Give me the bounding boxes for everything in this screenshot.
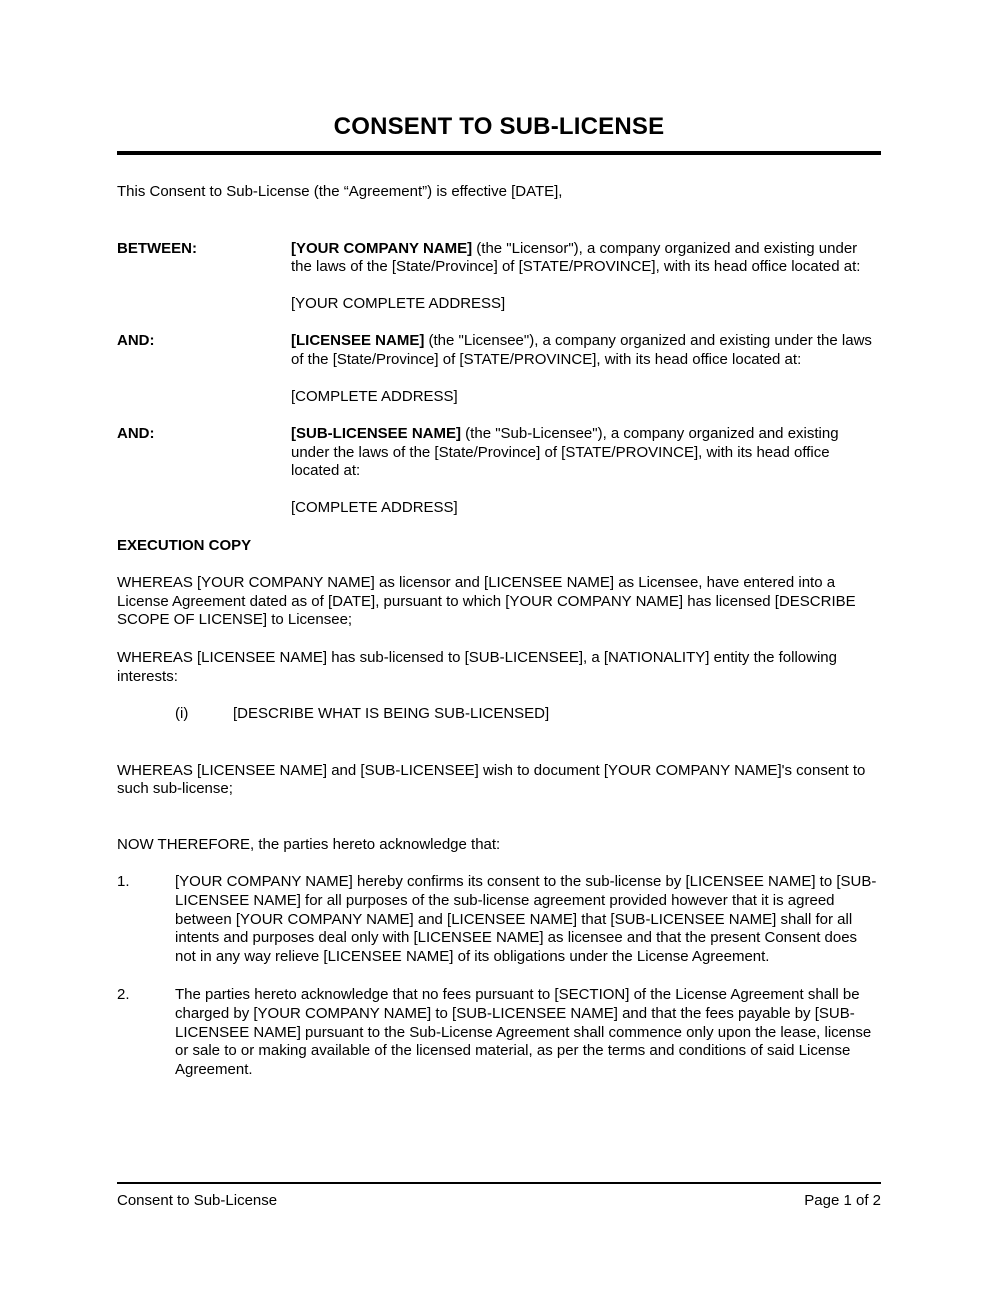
page-title: CONSENT TO SUB-LICENSE	[333, 113, 665, 140]
page-footer	[117, 1182, 881, 1211]
sub-license-item	[117, 705, 881, 724]
sub-item-marker: (i)	[175, 705, 189, 723]
party-content	[291, 240, 881, 314]
party-description-text: (the "Sub-Licensee"), a company organized and existing under the laws of the [State/Province] of [STATE/PROVINCE], with its head office located at:	[291, 425, 839, 480]
party-label: AND:	[117, 425, 155, 443]
footer-page-number: Page 1 of 2	[804, 1192, 881, 1209]
party-description	[291, 425, 881, 481]
now-therefore-clause: NOW THEREFORE, the parties hereto acknowledge that:	[117, 835, 501, 853]
clause-text: [YOUR COMPANY NAME] hereby confirms its consent to the sub-license by [LICENSEE NAME] to [SUB-LICENSEE NAME] for all purposes of the sub-license agreement provided however that it is agreed between [YOUR COMPANY NAME] and [LICENSEE NAME] that [SUB-LICENSEE NAME] shall for all intents and purposes deal only with [LICENSEE NAME] as licensee and that the present Consent does not in any way relieve [LICENSEE NAME] of its obligations under the License Agreement.	[175, 873, 877, 965]
party-between	[117, 240, 881, 314]
party-description-text: (the "Licensor"), a company organized and existing under the laws of the [State/Province] of [STATE/PROVINCE], with its head office located at:	[291, 239, 861, 276]
clause-number: 2.	[117, 986, 130, 1004]
numbered-clause-2	[117, 986, 881, 1079]
party-name: [LICENSEE NAME]	[291, 332, 425, 350]
footer-divider	[117, 1182, 881, 1184]
party-label: BETWEEN:	[117, 239, 197, 257]
party-address: [COMPLETE ADDRESS]	[291, 387, 458, 405]
party-and-sub-licensee	[117, 425, 881, 517]
whereas-clause-2: WHEREAS [LICENSEE NAME] has sub-licensed to [SUB-LICENSEE], a [NATIONALITY] entity the following interests:	[117, 648, 837, 685]
party-content	[291, 332, 881, 406]
numbered-clause-1	[117, 873, 881, 966]
party-and-licensee	[117, 332, 881, 406]
intro-paragraph: This Consent to Sub-License (the “Agreement”) is effective [DATE],	[117, 183, 563, 200]
sub-item-text: [DESCRIBE WHAT IS BEING SUB-LICENSED]	[233, 705, 550, 723]
title-divider	[117, 151, 881, 155]
party-address: [YOUR COMPLETE ADDRESS]	[291, 294, 506, 312]
clause-text: The parties hereto acknowledge that no fees pursuant to [SECTION] of the License Agreement shall be charged by [YOUR COMPANY NAME] to [SUB-LICENSEE NAME] and that the fees payable by [SUB-LICENSEE NAME] pursuant to the Sub-License Agreement shall commence only upon the lease, license or sale to or making available of the licensed material, as per the terms and conditions of said License Agreement.	[175, 986, 872, 1078]
whereas-clause-3: WHEREAS [LICENSEE NAME] and [SUB-LICENSEE] wish to document [YOUR COMPANY NAME]'s consent to such sub-license;	[117, 761, 866, 798]
party-name: [YOUR COMPANY NAME]	[291, 239, 473, 257]
party-label: AND:	[117, 332, 155, 350]
party-name: [SUB-LICENSEE NAME]	[291, 425, 462, 443]
whereas-clause-1: WHEREAS [YOUR COMPANY NAME] as licensor and [LICENSEE NAME] as Licensee, have entered into a License Agreement dated as of [DATE], pursuant to which [YOUR COMPANY NAME] has licensed [DESCRIBE SCOPE OF LICENSE] to Licensee;	[117, 574, 856, 629]
footer-document-title: Consent to Sub-License	[117, 1192, 278, 1209]
party-content	[291, 425, 881, 517]
party-description	[291, 332, 881, 369]
party-description	[291, 240, 881, 277]
footer-line	[117, 1192, 881, 1211]
party-address: [COMPLETE ADDRESS]	[291, 498, 458, 516]
party-description-text: (the "Licensee"), a company organized and existing under the laws of the [State/Province] of [STATE/PROVINCE], with its head office located at:	[291, 332, 872, 368]
execution-copy-heading: EXECUTION COPY	[117, 536, 252, 554]
clause-number: 1.	[117, 873, 130, 891]
